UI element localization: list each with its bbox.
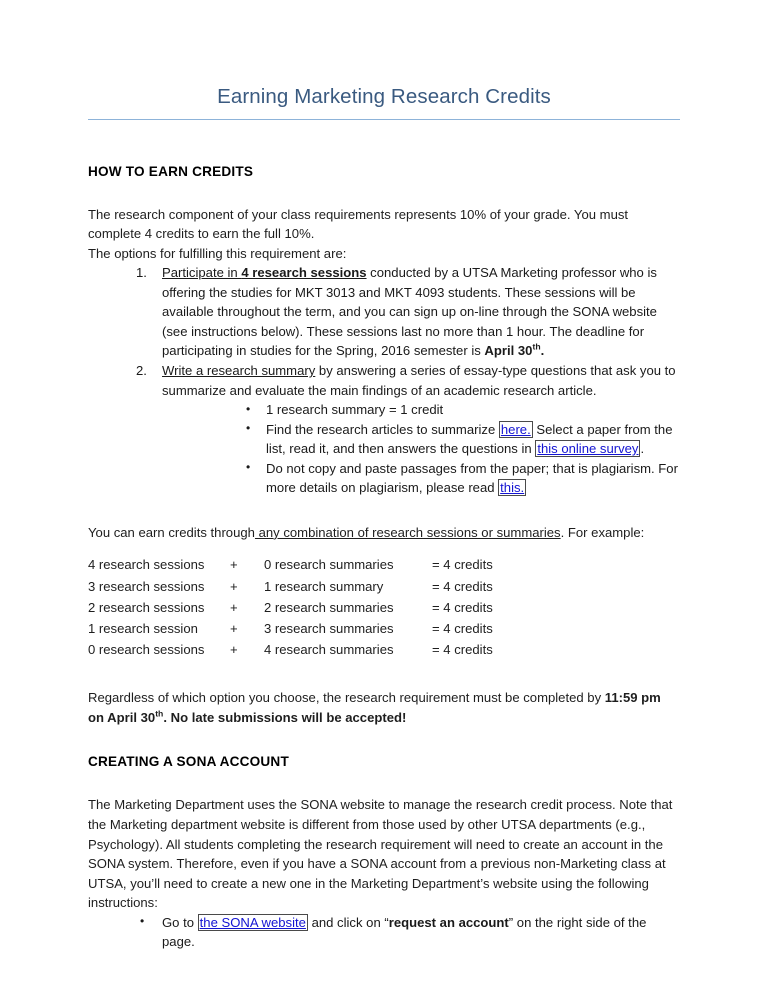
option-2-underlined-lead: Write a research summary xyxy=(162,363,316,378)
table-row xyxy=(88,622,493,643)
credit-rule-text: 1 research summary = 1 credit xyxy=(266,402,444,418)
quote-close: ” xyxy=(508,914,514,930)
deadline-bold-a: 11:59 pm on April 30 xyxy=(88,690,661,725)
deadline-paragraph xyxy=(88,664,680,727)
sona-intro-paragraph: The Marketing Department uses the SONA website to manage the research credit process. Note that the Marketing department website is different from those used by other UTSA departments (e.g., Psychology). All students completing the research requirement will need to create an account in the SONA system. Therefore, even if you have a SONA account from a previous non-Marketing class at UTSA, you’ll need to create a new one in the Marketing Department’s website using the following instructions: xyxy=(88,797,673,911)
deadline-pre: Regardless of which option you choose, the research requirement must be completed by xyxy=(88,690,605,706)
combination-lead-post: . For example: xyxy=(560,524,645,540)
link-box-plagiarism-this[interactable] xyxy=(498,479,526,496)
cell-summaries: 0 research summaries xyxy=(264,557,394,573)
combination-lead xyxy=(88,498,680,543)
plagiarism-pre: Do not copy and paste passages from the paper; that is plagiarism. For more details on plagiarism, please read xyxy=(266,460,678,496)
link-box-online-survey[interactable] xyxy=(535,440,640,457)
find-articles-mid: Select a paper from the list, read it, and then answers the questions in xyxy=(266,421,673,457)
find-articles-pre: Find the research articles to summarize xyxy=(266,421,499,437)
list-item-plagiarism xyxy=(162,459,680,498)
table-row xyxy=(88,601,493,622)
cell-sessions: 4 research sessions xyxy=(88,557,205,573)
combination-lead-underlined: any combination of research sessions or summaries xyxy=(254,524,561,540)
intro-line-1: The research component of your class requirements represents 10% of your grade. You must xyxy=(88,206,629,222)
sona-bullet-post: on the right side of the page. xyxy=(162,914,647,950)
sona-bullet-mid: and click on xyxy=(307,914,385,930)
option-1-bold-underlined: 4 research sessions xyxy=(241,265,367,281)
title-divider xyxy=(88,119,680,120)
list-item-write-summary xyxy=(88,361,680,498)
sona-bullet-pre: Go to xyxy=(162,914,198,930)
cell-summaries: 1 research summary xyxy=(264,578,384,594)
cell-plus: + xyxy=(230,599,238,615)
cell-credits: = 4 credits xyxy=(432,578,493,594)
link-box-sona-website[interactable] xyxy=(198,914,308,931)
list-item-find-articles xyxy=(162,420,680,459)
option-2-body: by answering a series of essay-type questions that ask you to summarize and evaluate the main findings of an academic research article. xyxy=(162,363,676,398)
link-the-sona-website[interactable]: the SONA website xyxy=(199,914,306,930)
sona-instruction-list xyxy=(88,913,680,952)
option-1-deadline-date: April 30 xyxy=(484,343,533,359)
intro-line-2: complete 4 credits to earn the full 10%. xyxy=(88,226,315,242)
cell-plus: + xyxy=(230,557,238,573)
link-box-here[interactable] xyxy=(499,421,533,438)
cell-summaries: 4 research summaries xyxy=(264,642,394,658)
cell-plus: + xyxy=(230,620,238,636)
cell-credits: = 4 credits xyxy=(432,642,493,658)
link-this-online-survey[interactable]: this online survey xyxy=(537,441,639,457)
combination-lead-pre: You can earn credits through xyxy=(88,524,255,540)
intro-paragraph xyxy=(88,179,680,244)
cell-credits: = 4 credits xyxy=(432,620,493,636)
option-1-underlined-lead: Participate in xyxy=(162,265,242,281)
cell-plus: + xyxy=(230,578,238,594)
cell-credits: = 4 credits xyxy=(432,557,493,573)
page-title: Earning Marketing Research Credits xyxy=(217,85,551,108)
options-lead: The options for fulfilling this requirement are: xyxy=(88,245,347,261)
cell-sessions: 2 research sessions xyxy=(88,599,205,615)
cell-summaries: 3 research summaries xyxy=(264,620,394,636)
credit-combination-body xyxy=(88,558,493,664)
cell-credits: = 4 credits xyxy=(432,599,493,615)
section-heading-how-to-earn: HOW TO EARN CREDITS xyxy=(88,163,254,179)
cell-summaries: 2 research summaries xyxy=(264,599,394,615)
cell-sessions: 3 research sessions xyxy=(88,578,205,594)
link-here[interactable]: here. xyxy=(500,421,531,437)
option-1-deadline-suffix: th xyxy=(532,342,541,353)
list-item-go-to-sona xyxy=(88,913,680,952)
list-item-participate xyxy=(88,263,680,361)
option-1-period: . xyxy=(540,343,545,359)
deadline-bold-suffix: th xyxy=(155,708,164,719)
option-1-body: conducted by a UTSA Marketing professor who is offering the studies for MKT 3013 and MKT 4093 students. These sessions will be available throughout the term, and you can sign up on-line through the SONA website (see instructions below). These sessions last no more than 1 hour. The deadline for participating in studies for the Spring, 2016 semester is xyxy=(162,265,657,359)
section-heading-creating-account: CREATING A SONA ACCOUNT xyxy=(88,754,289,770)
credit-combination-table xyxy=(88,558,493,664)
deadline-bold-b: . No late submissions will be accepted! xyxy=(163,709,407,725)
cell-sessions: 0 research sessions xyxy=(88,642,205,658)
table-row xyxy=(88,580,493,601)
table-row xyxy=(88,558,493,579)
request-account-bold: request an account xyxy=(388,914,509,930)
option-2-bullet-list xyxy=(162,400,680,498)
link-this-plagiarism[interactable]: this. xyxy=(500,480,525,496)
cell-plus: + xyxy=(230,642,238,658)
list-item-credit-rule xyxy=(162,400,680,420)
table-row xyxy=(88,643,493,664)
find-articles-post: . xyxy=(640,441,645,457)
options-numbered-list xyxy=(88,263,680,498)
quote-open: “ xyxy=(384,914,389,930)
cell-sessions: 1 research session xyxy=(88,620,198,636)
